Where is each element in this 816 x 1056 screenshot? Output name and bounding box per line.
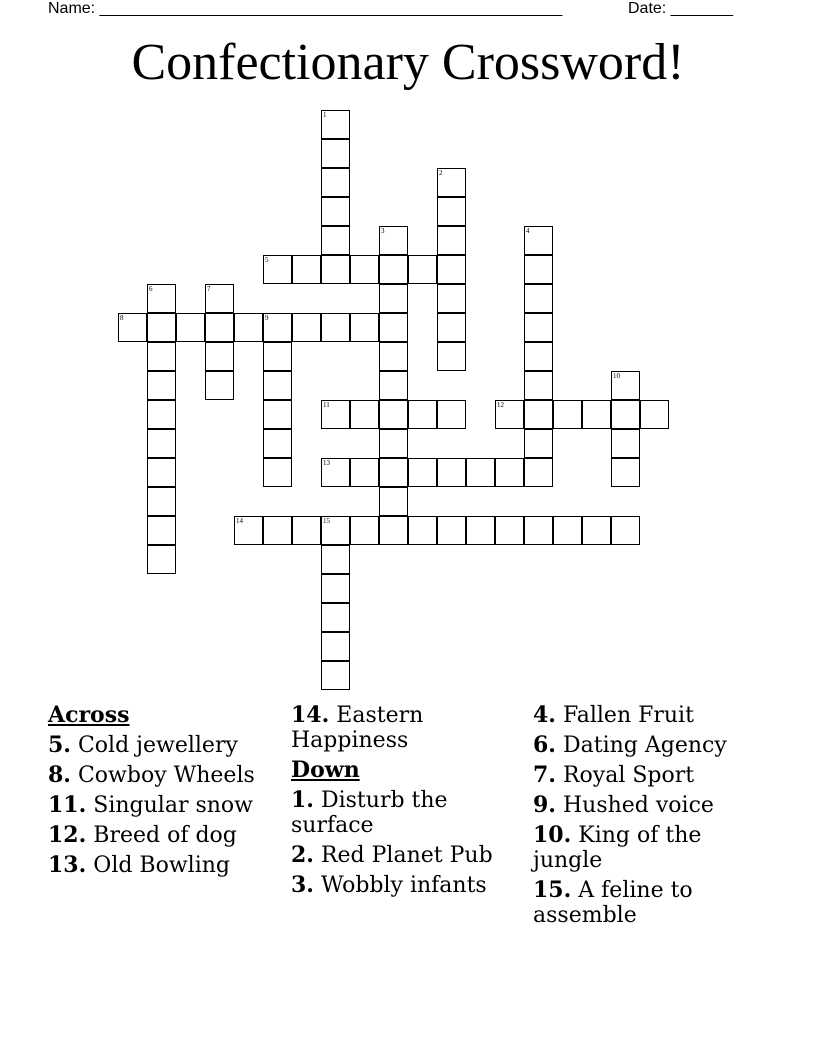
- clue-number: 3.: [291, 872, 314, 898]
- clue-number: 9.: [533, 792, 556, 818]
- clue-number-label: 9: [265, 314, 269, 322]
- crossword-cell[interactable]: [495, 400, 524, 429]
- crossword-cell[interactable]: [553, 400, 582, 429]
- clue-down-3: [291, 873, 523, 898]
- clue-number: 2.: [291, 842, 314, 868]
- clue-across-8: [48, 763, 280, 788]
- crossword-cell[interactable]: [437, 313, 466, 342]
- crossword-cell[interactable]: [263, 400, 292, 429]
- clue-down-15: [533, 878, 765, 928]
- crossword-cell[interactable]: [437, 400, 466, 429]
- crossword-cell[interactable]: [147, 342, 176, 371]
- page-title: Confectionary Crossword!: [131, 34, 685, 91]
- crossword-cell[interactable]: [524, 255, 553, 284]
- crossword-cell[interactable]: [408, 400, 437, 429]
- crossword-cell[interactable]: [350, 458, 379, 487]
- crossword-cell[interactable]: [350, 313, 379, 342]
- crossword-cell[interactable]: [379, 313, 408, 342]
- clue-text: Singular snow: [93, 793, 254, 818]
- crossword-cell[interactable]: [205, 313, 234, 342]
- crossword-cell[interactable]: [524, 226, 553, 255]
- crossword-cell[interactable]: [147, 313, 176, 342]
- crossword-cell[interactable]: [408, 516, 437, 545]
- clue-down-4: [533, 703, 765, 728]
- crossword-cell[interactable]: [379, 284, 408, 313]
- clue-number: 10.: [533, 822, 572, 848]
- crossword-cell[interactable]: [640, 400, 669, 429]
- clue-text: Red Planet Pub: [320, 843, 493, 868]
- crossword-cell[interactable]: [495, 516, 524, 545]
- clue-down-6: [533, 733, 765, 758]
- clue-number-label: 2: [439, 169, 443, 177]
- crossword-cell[interactable]: [147, 545, 176, 574]
- crossword-cell[interactable]: [437, 168, 466, 197]
- clue-number-label: 6: [149, 285, 153, 293]
- crossword-cell[interactable]: [611, 371, 640, 400]
- crossword-cell[interactable]: [524, 400, 553, 429]
- crossword-cell[interactable]: [321, 516, 350, 545]
- clue-number-label: 8: [120, 314, 124, 322]
- crossword-cell[interactable]: [263, 429, 292, 458]
- crossword-cell[interactable]: [437, 226, 466, 255]
- crossword-cell[interactable]: [176, 313, 205, 342]
- crossword-cell[interactable]: [379, 400, 408, 429]
- clue-across-5: [48, 733, 280, 758]
- crossword-cell[interactable]: [379, 226, 408, 255]
- crossword-cell[interactable]: [350, 255, 379, 284]
- crossword-cell[interactable]: [379, 371, 408, 400]
- crossword-cell[interactable]: [524, 429, 553, 458]
- clue-text: Disturb the surface: [291, 788, 448, 838]
- crossword-cell[interactable]: [118, 313, 147, 342]
- clue-number-label: 5: [265, 256, 269, 264]
- clue-down-7: [533, 763, 765, 788]
- clues-column-3: [533, 703, 765, 933]
- clue-text: Old Bowling: [93, 853, 230, 878]
- crossword-cell[interactable]: [147, 284, 176, 313]
- clue-number-label: 12: [497, 401, 504, 409]
- crossword-cell[interactable]: [379, 429, 408, 458]
- crossword-cell[interactable]: [379, 458, 408, 487]
- crossword-cell[interactable]: [147, 371, 176, 400]
- crossword-cell[interactable]: [350, 400, 379, 429]
- crossword-cell[interactable]: [321, 603, 350, 632]
- clue-number-label: 3: [381, 227, 385, 235]
- clue-down-1: [291, 788, 523, 838]
- clue-number: 7.: [533, 762, 556, 788]
- down-heading: Down: [291, 757, 360, 783]
- clue-text: Dating Agency: [562, 733, 727, 758]
- crossword-cell[interactable]: [495, 458, 524, 487]
- crossword-cell[interactable]: [205, 342, 234, 371]
- crossword-cell[interactable]: [466, 458, 495, 487]
- clue-number: 8.: [48, 762, 71, 788]
- crossword-cell[interactable]: [147, 400, 176, 429]
- crossword-cell[interactable]: [611, 400, 640, 429]
- clue-number-label: 15: [323, 517, 330, 525]
- clue-number: 4.: [533, 702, 556, 728]
- clue-number: 6.: [533, 732, 556, 758]
- clues-column-1: [48, 703, 280, 883]
- crossword-cell[interactable]: [292, 516, 321, 545]
- clue-number-label: 13: [323, 459, 330, 467]
- date-field[interactable]: Date: _______: [628, 0, 733, 17]
- clue-number: 14.: [291, 702, 330, 728]
- clue-across-12: [48, 823, 280, 848]
- crossword-cell[interactable]: [205, 284, 234, 313]
- clue-across-14: [291, 703, 523, 753]
- clue-down-9: [533, 793, 765, 818]
- clue-down-2: [291, 843, 523, 868]
- crossword-cell[interactable]: [263, 458, 292, 487]
- crossword-cell[interactable]: [234, 516, 263, 545]
- crossword-cell[interactable]: [524, 313, 553, 342]
- clue-number-label: 11: [323, 401, 330, 409]
- clue-text: Hushed voice: [562, 793, 714, 818]
- across-heading: Across: [48, 702, 130, 728]
- clue-number: 13.: [48, 852, 87, 878]
- clue-number: 1.: [291, 787, 314, 813]
- clues-column-2: [291, 703, 523, 903]
- crossword-cell[interactable]: [437, 516, 466, 545]
- clue-text: King of the jungle: [533, 823, 702, 873]
- crossword-cell[interactable]: [611, 458, 640, 487]
- crossword-cell[interactable]: [379, 255, 408, 284]
- crossword-cell[interactable]: [524, 342, 553, 371]
- clue-across-13: [48, 853, 280, 878]
- clue-number: 5.: [48, 732, 71, 758]
- crossword-cell[interactable]: [321, 255, 350, 284]
- crossword-cell[interactable]: [408, 255, 437, 284]
- crossword-cell[interactable]: [466, 516, 495, 545]
- crossword-cell[interactable]: [263, 371, 292, 400]
- crossword-cell[interactable]: [321, 139, 350, 168]
- clue-text: Cold jewellery: [77, 733, 238, 758]
- crossword-cell[interactable]: [437, 197, 466, 226]
- crossword-cell[interactable]: [321, 661, 350, 690]
- clue-text: Fallen Fruit: [562, 703, 694, 728]
- crossword-cell[interactable]: [321, 458, 350, 487]
- clue-number-label: 1: [323, 111, 327, 119]
- crossword-cell[interactable]: [263, 516, 292, 545]
- crossword-cell[interactable]: [437, 284, 466, 313]
- crossword-cell[interactable]: [582, 400, 611, 429]
- crossword-cell[interactable]: [379, 487, 408, 516]
- crossword-cell[interactable]: [263, 313, 292, 342]
- crossword-cell[interactable]: [321, 197, 350, 226]
- crossword-cell[interactable]: [321, 632, 350, 661]
- clue-text: Eastern Happiness: [291, 703, 424, 753]
- crossword-cell[interactable]: [611, 429, 640, 458]
- crossword-cell[interactable]: [553, 516, 582, 545]
- crossword-cell[interactable]: [147, 516, 176, 545]
- crossword-cell[interactable]: [321, 313, 350, 342]
- crossword-cell[interactable]: [611, 516, 640, 545]
- crossword-cell[interactable]: [437, 342, 466, 371]
- clue-text: Breed of dog: [93, 823, 237, 848]
- crossword-cell[interactable]: [292, 313, 321, 342]
- crossword-cell[interactable]: [379, 516, 408, 545]
- crossword-cell[interactable]: [263, 255, 292, 284]
- crossword-cell[interactable]: [582, 516, 611, 545]
- crossword-cell[interactable]: [321, 168, 350, 197]
- clue-text: Royal Sport: [562, 763, 695, 788]
- clue-text: Cowboy Wheels: [77, 763, 255, 788]
- crossword-cell[interactable]: [205, 371, 234, 400]
- name-field[interactable]: Name: ____________________________________________________: [48, 0, 563, 17]
- crossword-cell[interactable]: [524, 371, 553, 400]
- crossword-cell[interactable]: [321, 574, 350, 603]
- crossword-cell[interactable]: [263, 342, 292, 371]
- clue-number-label: 14: [236, 517, 243, 525]
- crossword-cell[interactable]: [408, 458, 437, 487]
- crossword-cell[interactable]: [437, 458, 466, 487]
- crossword-cell[interactable]: [147, 458, 176, 487]
- clue-number: 15.: [533, 877, 572, 903]
- crossword-cell[interactable]: [524, 284, 553, 313]
- crossword-cell[interactable]: [234, 313, 263, 342]
- clue-down-10: [533, 823, 765, 873]
- crossword-cell[interactable]: [350, 516, 379, 545]
- clue-across-11: [48, 793, 280, 818]
- clue-text: Wobbly infants: [320, 873, 487, 898]
- crossword-cell[interactable]: [321, 110, 350, 139]
- crossword-cell[interactable]: [524, 516, 553, 545]
- crossword-cell[interactable]: [147, 487, 176, 516]
- crossword-cell[interactable]: [147, 429, 176, 458]
- crossword-cell[interactable]: [321, 545, 350, 574]
- crossword-cell[interactable]: [524, 458, 553, 487]
- clue-number-label: 7: [207, 285, 211, 293]
- clue-number: 12.: [48, 822, 87, 848]
- crossword-cell[interactable]: [321, 400, 350, 429]
- crossword-cell[interactable]: [437, 255, 466, 284]
- crossword-cell[interactable]: [379, 342, 408, 371]
- crossword-cell[interactable]: [292, 255, 321, 284]
- clue-text: A feline to assemble: [533, 878, 693, 928]
- crossword-cell[interactable]: [321, 226, 350, 255]
- clue-number: 11.: [48, 792, 87, 818]
- clue-number-label: 10: [613, 372, 620, 380]
- clue-number-label: 4: [526, 227, 530, 235]
